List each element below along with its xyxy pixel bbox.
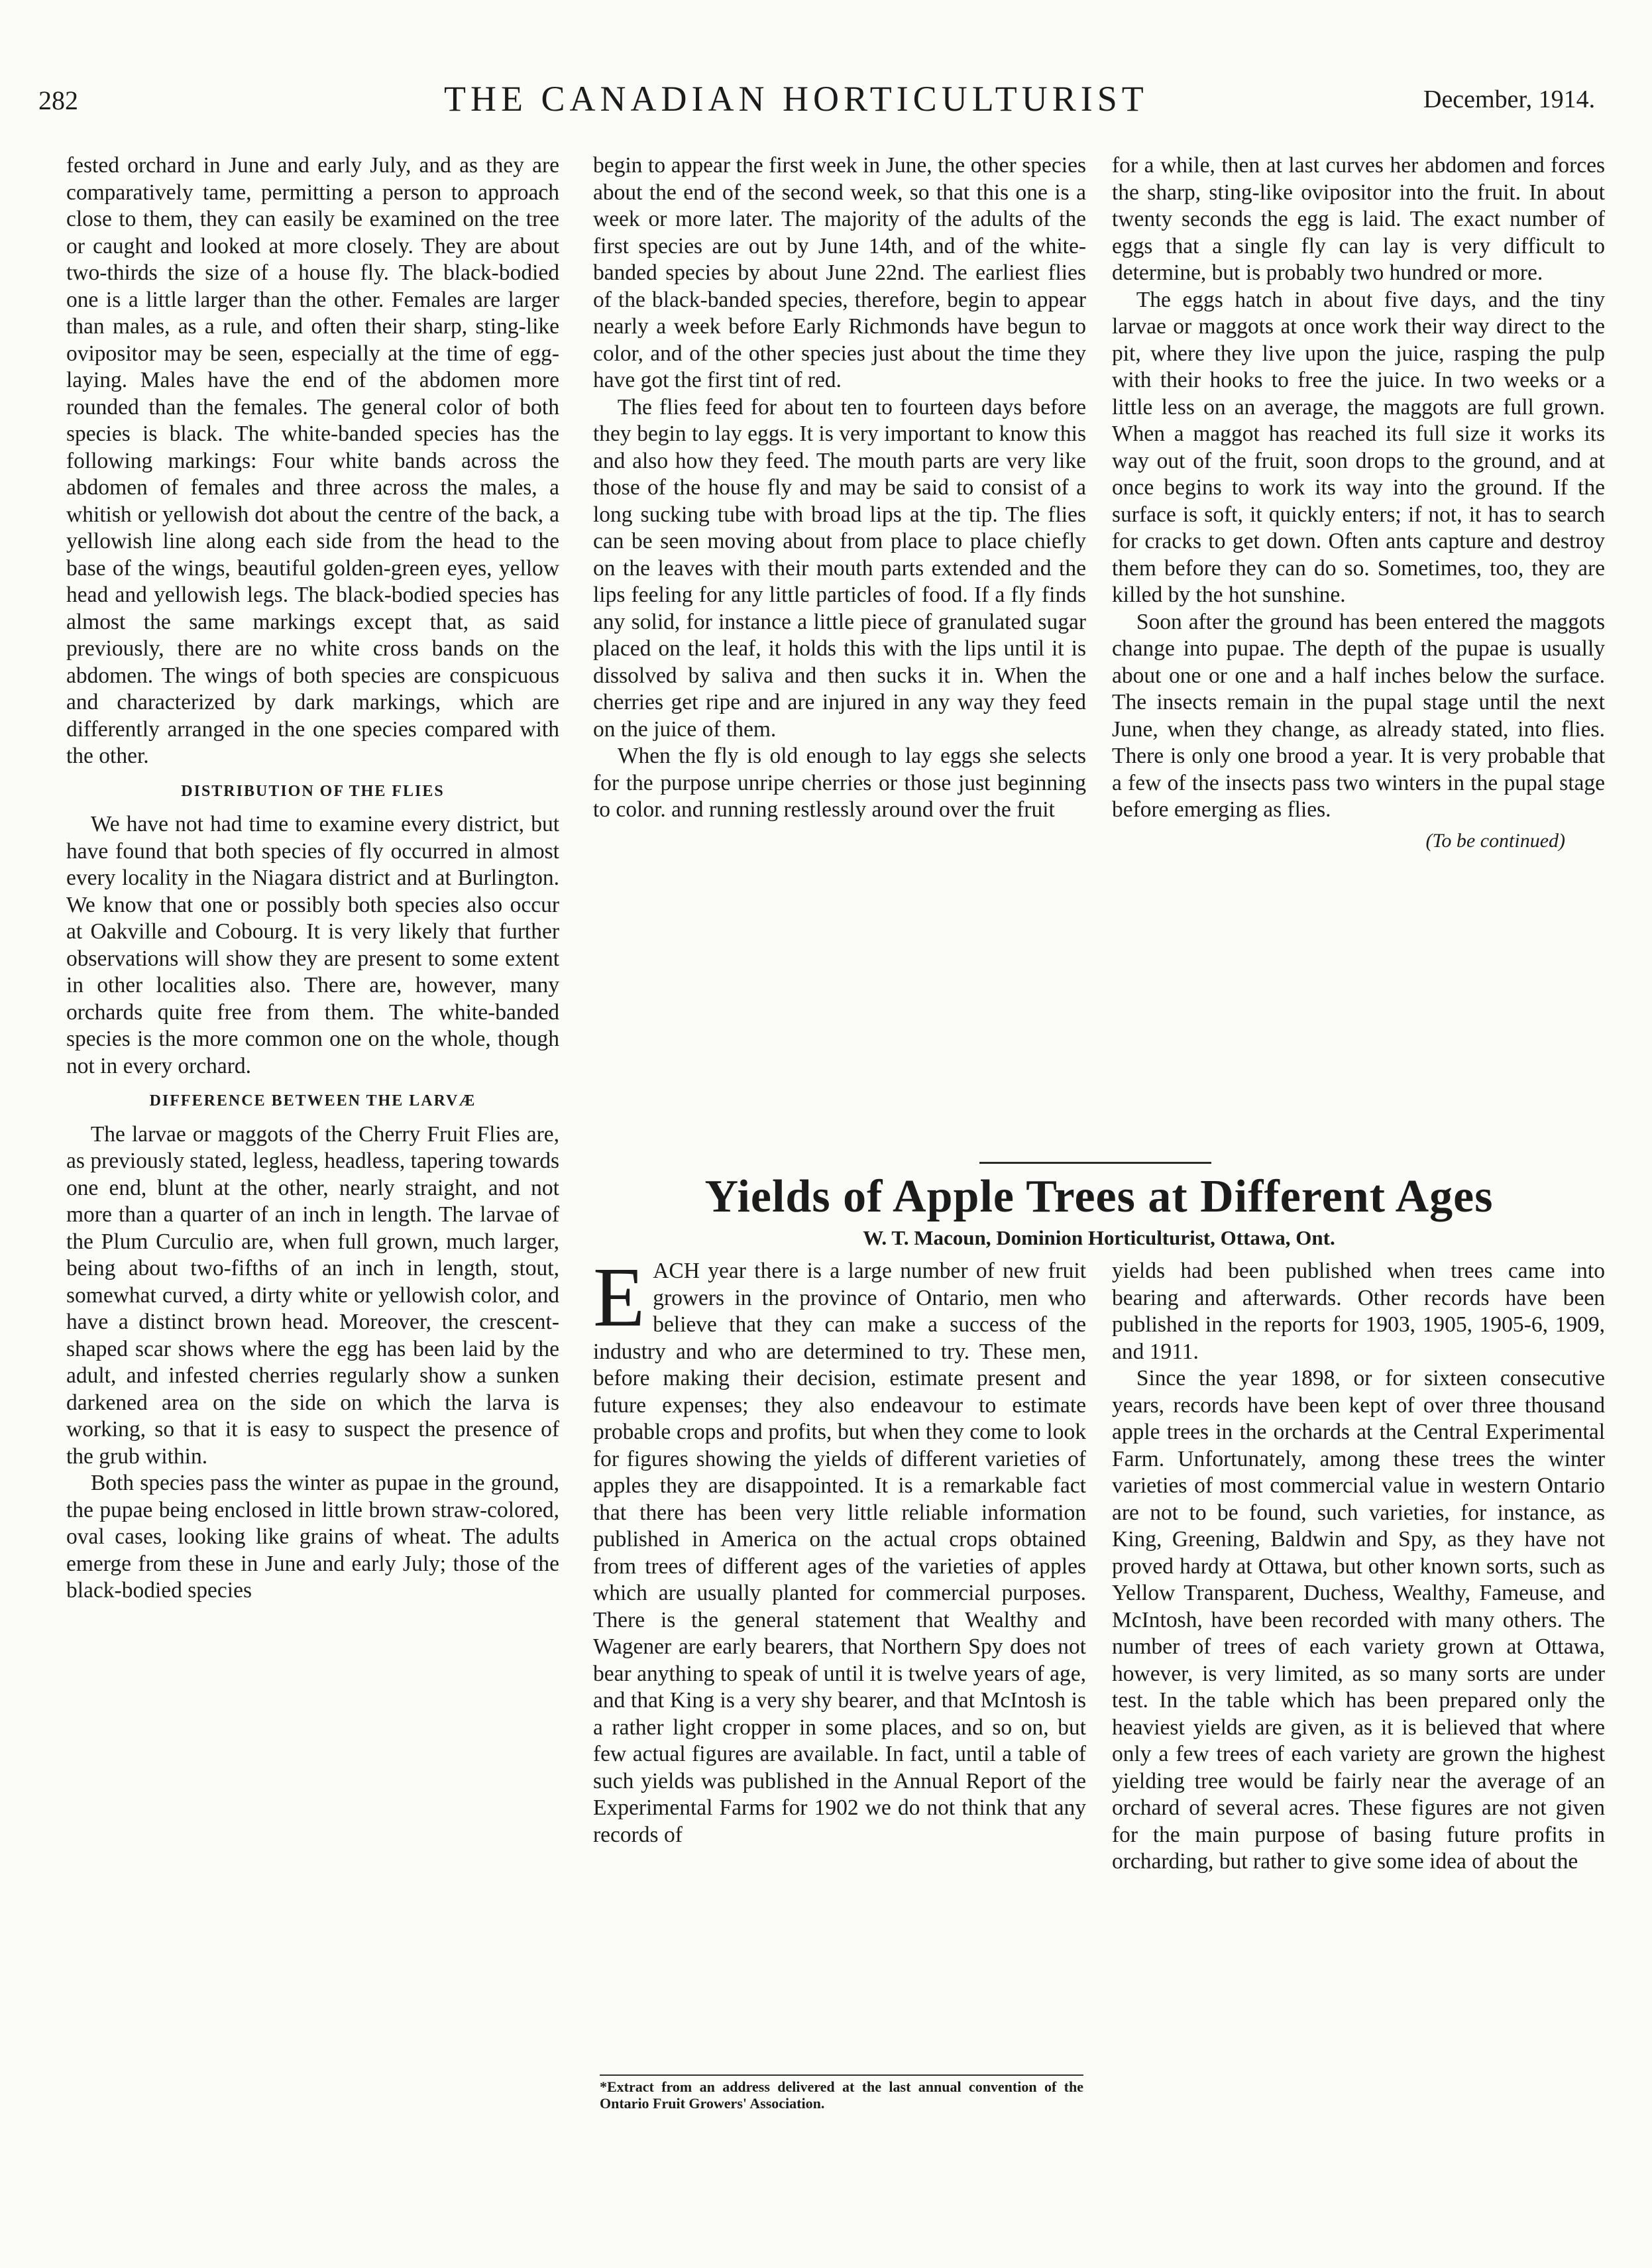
article-headline: Yields of Apple Trees at Different Ages [704,1171,1494,1222]
paragraph: Since the year 1898, or for sixteen consecutive years, records have been kept of over three thousand apple trees in the orchards at the Central Experimental Farm. Unfortunately, among these trees the winter varieties of most commercial value in western Ontario are not to be found, such varieties, for instance, as King, Greening, Baldwin and Spy, as they have not proved hardy at Ottawa, but other known sorts, such as Yellow Transparent, Duchess, Wealthy, Fameuse, and McIntosh, have been recorded with many others. The number of trees of each variety grown at Ottawa, however, is very limited, as so many sorts are under test. In the table which has been prepared only the heaviest yields are given, as it is believed that where only a few trees of each variety are grown the highest yielding tree would be fairly near the average of an orchard of several acres. These figures are not given for the main purpose of basing future profits in orcharding, but rather to give some idea of about the [1112,1366,1605,1874]
article-column-1 [593,1250,1086,1848]
paragraph: The flies feed for about ten to fourteen days before they begin to lay eggs. It is very important to know this and also how they feed. The mouth parts are very like those of the house fly and may be said to consist of a long sucking tube with broad lips at the tip. The flies can be seen moving about from place to place chiefly on the leaves with their mouth parts extended and the lips feeling for any little particles of food. If a fly finds any solid, for instance a little piece of granulated sugar placed on the leaf, it holds this with the lips until it is dissolved by saliva and then sucks it in. When the cherries get ripe and are injured in any way they feed on the juice of them. [593,394,1086,742]
paragraph [593,1250,1086,1848]
publication-title: THE CANADIAN HORTICULTURIST [444,79,1148,119]
article-byline: W. T. Macoun, Dominion Horticulturist, Ottawa, Ont. [863,1226,1335,1249]
paragraph: The larvae or maggots of the Cherry Fruit Flies are, as previously stated, legless, headless, tapering towards one end, blunt at the other, nearly straight, and not more than a quarter of an inch in length. The larvae of the Plum Curculio are, when full grown, much larger, being about two-fifths of an inch in length, stout, somewhat curved, a dirty white or yellowish color, and have a distinct brown head. Moreover, the crescent-shaped scar shows where the egg has been laid by the adult, and infested cherries regularly show a sunken darkened area on the side on which the larva is working, so that it is easy to suspect the presence of the grub within. [66,1121,559,1469]
paragraph: fested orchard in June and early July, and as they are comparatively tame, permitting a person to approach close to them, they can easily be examined on the tree or caught and looked at more closely. They are about two-thirds the size of a house fly. The black-bodied one is a little larger than the other. Females are larger than males, as a rule, and often their sharp, sting-like ovipositor may be seen, especially at the time of egg-laying. Males have the end of the abdomen more rounded than the females. The general color of both species is black. The white-banded species has the following markings: Four white bands across the abdomen of females and three across the males, a whitish or yellowish dot about the centre of the back, a yellowish line along each side from the head to the base of the wings, beautiful golden-green eyes, yellow head and yellowish legs. The black-bodied species has almost the same markings except that, as said previously, there are no white cross bands on the abdomen. The wings of both species are conspicuous and characterized by dark markings, which are differently arranged in the one species compared with the other. [66,153,559,768]
section-subheading: DIFFERENCE BETWEEN THE LARVÆ [149,1092,476,1109]
footnote: *Extract from an address delivered at the last annual convention of the Ontario Fruit Growers' Association. [600,2078,1083,2112]
section-subheading: DISTRIBUTION OF THE FLIES [181,782,445,800]
column-2 [593,152,1086,824]
paragraph: When the fly is old enough to lay eggs she selects for the purpose unripe cherries or those just beginning to color. and running restlessly around over the fruit [593,744,1086,822]
paragraph: begin to appear the first week in June, the other species about the end of the second week, so that this one is a week or more later. The majority of the adults of the first species are out by June 14th, and of the white-banded species by about June 22nd. The earliest flies of the black-banded species, therefore, begin to appear nearly a week before Early Richmonds have begun to color, and of the other species just about the time they have got the first tint of red. [593,153,1086,392]
paragraph-text: ACH year there is a large number of new fruit growers in the province of Ontario, men who believe that they can make a success of the industry and who are determined to try. These men, before making their decision, estimate present and future expenses; they also endeavour to estimate probable crops and profits, but when they come to look for figures showing the yields of different varieties of apples they are disappointed. It is a remarkable fact that there has been very little reliable information published in America on the actual crops obtained from trees of different ages of the varieties of apples which are usually planted for commercial purposes. There is the general statement that Wealthy and Wagener are early bearers, that Northern Spy does not bear anything to speak of until it is twelve years of age, and that King is a very shy bearer, and that McIntosh is a rather light cropper in some places, and so on, but few actual figures are available. In fact, until a table of such yields was published in the Annual Report of the Experimental Farms for 1902 we do not think that any records of [593,1259,1086,1847]
page-number: 282 [38,85,78,115]
article-divider [979,1162,1211,1164]
to-be-continued: (To be continued) [1425,829,1565,852]
paragraph: We have not had time to examine every district, but have found that both species of fly occurred in almost every locality in the Niagara district and at Burlington. We know that one or possibly both species also occur at Oakville and Cobourg. It is very likely that further observations will show they are present to some extent in other localities also. There are, however, many orchards quite free from them. The white-banded species is the more common one on the whole, though not in every orchard. [66,812,559,1078]
column-3 [1112,152,1605,854]
paragraph: Soon after the ground has been entered the maggots change into pupae. The depth of the pupae is usually about one or one and a half inches below the surface. The insects remain in the pupal stage until the next June, when they change, as already stated, into flies. There is only one brood a year. It is very probable that a few of the insects pass two winters in the pupal stage before emerging as flies. [1112,609,1605,822]
issue-date: December, 1914. [1423,85,1596,113]
paragraph: The eggs hatch in about five days, and the tiny larvae or maggots at once work their way direct to the pit, where they live upon the juice, rasping the pulp with their hooks to free the juice. In two weeks or a little less on an average, the maggots are full grown. When a maggot has reached its full size it works its way out of the fruit, soon drops to the ground, and at once begins to work its way into the ground. If the surface is soft, it quickly enters; if not, it has to search for cracks to get down. Often ants capture and destroy them before they can do so. Sometimes, too, they are killed by the hot sunshine. [1112,287,1605,607]
drop-cap: E [593,1250,645,1344]
paragraph: Both species pass the winter as pupae in the ground, the pupae being enclosed in little brown straw-colored, oval cases, looking like grains of wheat. The adults emerge from these in June and early July; those of the black-bodied species [66,1471,559,1603]
paragraph: yields had been published when trees came into bearing and afterwards. Other records have been published in the reports for 1903, 1905, 1905-6, 1909, and 1911. [1112,1259,1605,1364]
article-column-2 [1112,1258,1605,1876]
paragraph: for a while, then at last curves her abdomen and forces the sharp, sting-like ovipositor into the fruit. In about twenty seconds the egg is laid. The exact number of eggs that a single fly can lay is very difficult to determine, but is probably two hundred or more. [1112,153,1605,285]
column-1 [66,152,559,1605]
footnote-divider [600,2074,1083,2076]
